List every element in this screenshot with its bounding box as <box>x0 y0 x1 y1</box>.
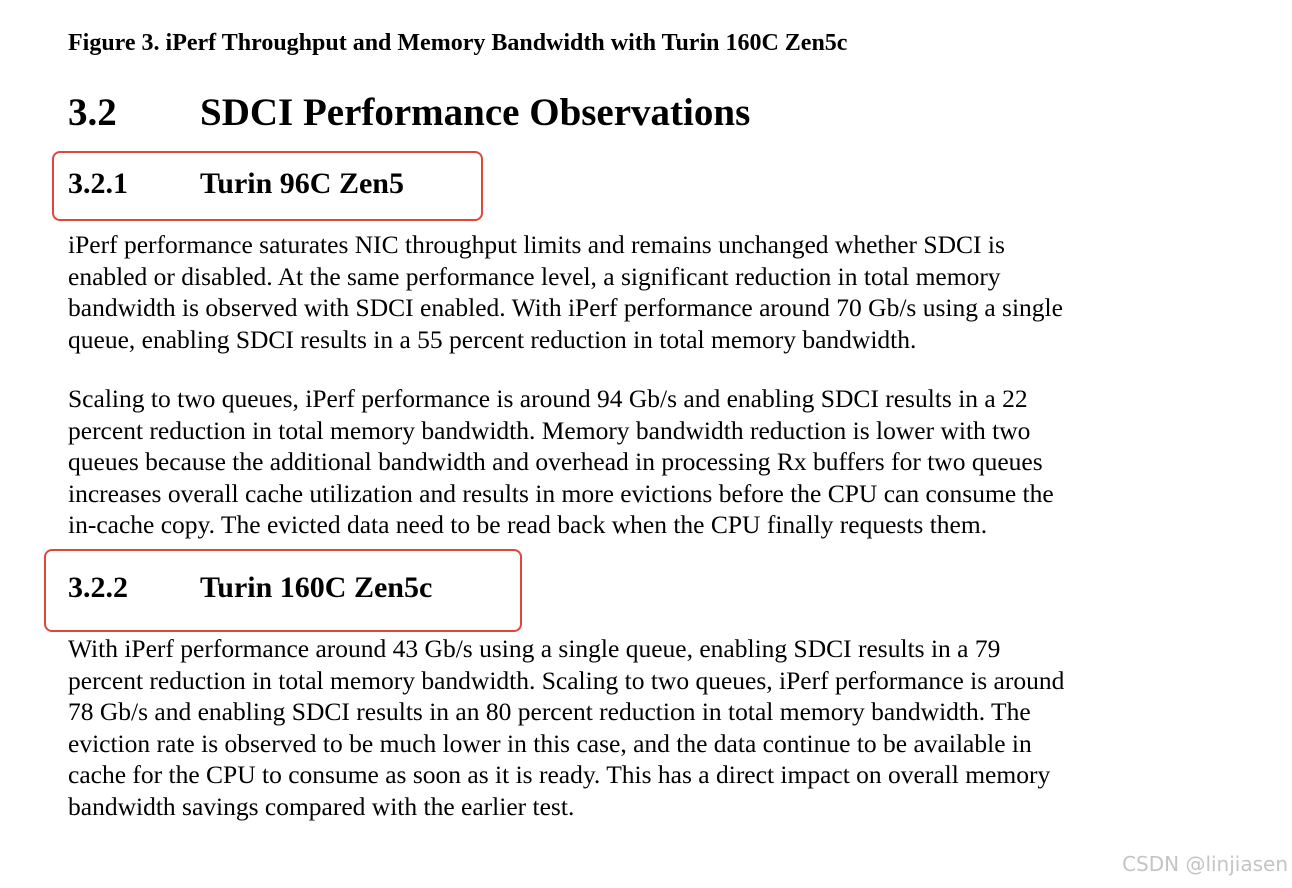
paragraph-3 <box>68 633 1064 823</box>
paragraph-2 <box>68 383 1054 541</box>
text-line: Scaling to two queues, iPerf performance is around 94 Gb/s and enabling SDCI results in a 22 <box>68 384 1028 413</box>
text-line: enabled or disabled. At the same performance level, a significant reduction in total memory <box>68 261 1001 291</box>
text-line: With iPerf performance around 43 Gb/s using a single queue, enabling SDCI results in a 79 <box>68 634 1001 663</box>
text-line: iPerf performance saturates NIC throughput limits and remains unchanged whether SDCI is <box>68 230 1005 259</box>
text-line: bandwidth is observed with SDCI enabled. With iPerf performance around 70 Gb/s using a single <box>68 293 1063 323</box>
text-line: eviction rate is observed to be much lower in this case, and the data continue to be available in <box>68 728 1032 758</box>
subsection-number: 3.2.2 <box>68 571 128 604</box>
subsection-number: 3.2.1 <box>68 167 128 200</box>
text-line: cache for the CPU to consume as soon as it is ready. This has a direct impact on overall memory <box>68 760 1051 790</box>
section-number: 3.2 <box>68 91 117 134</box>
text-line: bandwidth savings compared with the earlier test. <box>68 791 575 821</box>
subsection-title: Turin 160C Zen5c <box>200 571 433 604</box>
subsection-heading-2 <box>68 571 432 605</box>
text-line: increases overall cache utilization and results in more evictions before the CPU can consume the <box>68 478 1054 508</box>
paragraph-1 <box>68 229 1063 355</box>
subsection-heading-1 <box>68 167 404 201</box>
text-line: percent reduction in total memory bandwidth. Memory bandwidth reduction is lower with two <box>68 415 1031 445</box>
section-title: SDCI Performance Observations <box>200 91 751 134</box>
text-line: percent reduction in total memory bandwidth. Scaling to two queues, iPerf performance is around <box>68 665 1065 695</box>
text-line: queue, enabling SDCI results in a 55 percent reduction in total memory bandwidth. <box>68 324 917 354</box>
subsection-title: Turin 96C Zen5 <box>200 167 404 200</box>
watermark: CSDN @linjiasen <box>1122 852 1288 876</box>
text-line: queues because the additional bandwidth and overhead in processing Rx buffers for two queues <box>68 447 1043 477</box>
text-line: in-cache copy. The evicted data need to be read back when the CPU finally requests them. <box>68 510 988 540</box>
section-heading <box>68 90 750 135</box>
text-line: 78 Gb/s and enabling SDCI results in an 80 percent reduction in total memory bandwidth. The <box>68 697 1031 727</box>
figure-caption: Figure 3. iPerf Throughput and Memory Bandwidth with Turin 160C Zen5c <box>68 30 848 56</box>
